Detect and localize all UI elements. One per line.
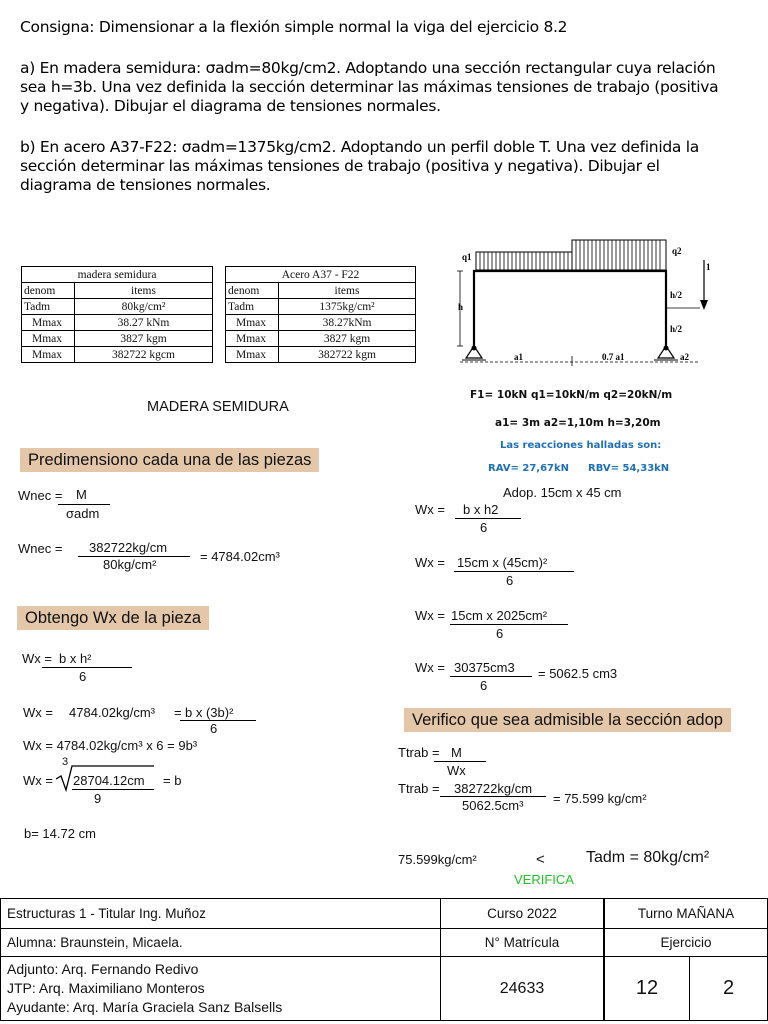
wx3-equation: Wx = 4784.02kg/cm³ x 6 = 9b³ <box>23 738 198 753</box>
exercise-subnumber: 2 <box>690 957 768 1021</box>
table-cell: 1375kg/cm² <box>279 299 416 315</box>
part-a-line2: sea h=3b. Una vez definida la sección determinar las máximas tensiones de trabajo (positiva <box>20 78 719 96</box>
table-cell: 80kg/cm² <box>75 299 213 315</box>
wx1-denominator: 6 <box>79 669 87 684</box>
table-cell: Tadm <box>22 299 75 315</box>
part-a-line1: a) En madera semidura: σadm=80kg/cm2. Adoptando una sección rectangular cuya relación <box>20 59 716 77</box>
staff-jtp: JTP: Arq. Maximiliano Monteros <box>7 980 205 996</box>
r3-numerator: 15cm x 2025cm² <box>451 608 548 623</box>
footer-table <box>0 898 768 1021</box>
staff-ayudante: Ayudante: Arq. María Graciela Sanz Balsells <box>7 999 283 1015</box>
table-cell: 3827 kgm <box>75 331 213 347</box>
fraction-bar <box>434 761 486 762</box>
fraction-bar <box>450 676 532 677</box>
b-result: b= 14.72 cm <box>24 826 96 841</box>
wx4-label: Wx = <box>23 773 53 788</box>
r4-numerator: 30375cm3 <box>454 660 515 675</box>
table-caption: madera semidura <box>22 267 213 283</box>
matricula-label: N° Matrícula <box>441 929 605 957</box>
part-b-line3: diagrama de tensiones normales. <box>20 176 271 194</box>
wnec2-denominator: 80kg/cm² <box>103 557 157 572</box>
r1-label: Wx = <box>415 502 445 517</box>
table-cell: 38.27 kNm <box>75 315 213 331</box>
wx2-equals: = <box>174 705 182 720</box>
table-caption: Acero A37 - F22 <box>226 267 416 283</box>
section-predimension: Predimensiono cada una de las piezas <box>20 448 319 472</box>
label-h: h <box>458 302 464 312</box>
dimension-values: a1= 3m a2=1,10m h=3,20m <box>495 417 661 429</box>
course-shift: Turno MAÑANA <box>604 899 768 929</box>
wx2-label: Wx = <box>23 705 53 720</box>
table-row <box>226 347 416 363</box>
table-row <box>226 299 416 315</box>
verifica-badge: VERIFICA <box>514 872 574 887</box>
fraction-bar <box>440 796 546 797</box>
label-q1: q1 <box>462 252 472 262</box>
t2-numerator: 382722kg/cm <box>454 781 533 796</box>
load-values: F1= 10kN q1=10kN/m q2=20kN/m <box>470 389 673 401</box>
fraction-bar <box>58 504 110 505</box>
label-h2-top: h/2 <box>670 290 683 300</box>
part-b-line2: sección determinar las máximas tensiones de trabajo (positiva y negativa). Dibujar el <box>20 157 660 175</box>
label-force: 1 <box>706 262 711 272</box>
wnec2-result: = 4784.02cm³ <box>200 549 280 564</box>
wx4-denominator: 9 <box>94 791 102 806</box>
table-cell: 382722 kgm <box>279 347 416 363</box>
table-row <box>22 299 213 315</box>
r1-denominator: 6 <box>480 520 488 535</box>
wnec2-label: Wnec = <box>18 541 63 556</box>
table-header-row <box>226 283 416 299</box>
wx1-numerator: b x h² <box>59 651 92 666</box>
staff-list <box>1 957 441 1021</box>
label-q2: q2 <box>672 246 682 256</box>
label-h2-bottom: h/2 <box>670 324 683 334</box>
wx4-result: = b <box>163 773 182 788</box>
wnec2-numerator: 382722kg/cm <box>89 540 168 555</box>
exercise-number: 12 <box>604 957 690 1021</box>
t2-result: = 75.599 kg/cm² <box>553 791 647 806</box>
label-a1: a1 <box>514 352 523 362</box>
matricula-number: 24633 <box>441 957 605 1021</box>
r1-numerator: b x h2 <box>463 502 499 517</box>
table-cell: Mmax <box>226 347 279 363</box>
wnec-label: Wnec = <box>18 488 63 503</box>
table-cell: Mmax <box>226 315 279 331</box>
r2-label: Wx = <box>415 555 445 570</box>
table-row <box>22 331 213 347</box>
table-cell: Mmax <box>22 315 75 331</box>
column-header: items <box>75 283 213 299</box>
student-name: Alumna: Braunstein, Micaela. <box>1 929 441 957</box>
fraction-bar <box>180 720 256 721</box>
table-madera <box>21 266 213 363</box>
reaction-rbv: RBV= 54,33kN <box>588 463 670 474</box>
fraction-bar <box>72 789 154 790</box>
wnec-numerator: M <box>76 487 87 502</box>
wx1-label: Wx = <box>22 651 52 666</box>
table-cell: 3827 kgm <box>279 331 416 347</box>
part-b-line1: b) En acero A37-F22: σadm=1375kg/cm2. Adoptando un perfil doble T. Una vez definida la <box>20 138 699 156</box>
t2-label: Ttrab = <box>398 781 440 796</box>
assignment-title: Consigna: Dimensionar a la flexión simple normal la viga del ejercicio 8.2 <box>20 18 568 36</box>
fraction-bar <box>455 518 521 519</box>
label-a2: a2 <box>680 352 689 362</box>
reactions-title: Las reacciones halladas son: <box>500 440 662 451</box>
part-a-line3: y negativa). Dibujar el diagrama de tensiones normales. <box>20 97 441 115</box>
r3-denominator: 6 <box>496 626 504 641</box>
t1-denominator: Wx <box>447 763 466 778</box>
r4-result: = 5062.5 cm3 <box>538 666 618 681</box>
table-cell: Mmax <box>22 331 75 347</box>
table-acero <box>225 266 416 363</box>
table-cell: Mmax <box>22 347 75 363</box>
reaction-rav: RAV= 27,67kN <box>488 463 570 474</box>
table-cell: Tadm <box>226 299 279 315</box>
section-verify: Verifico que sea admisible la sección adop <box>404 708 731 732</box>
wx2-numerator: b x (3b)² <box>185 705 234 720</box>
course-year: Curso 2022 <box>441 899 605 929</box>
r2-denominator: 6 <box>506 573 514 588</box>
r2-numerator: 15cm x (45cm)² <box>457 555 548 570</box>
wx2-value: 4784.02kg/cm³ <box>69 705 155 720</box>
column-header: items <box>279 283 416 299</box>
root-index: 3 <box>62 756 69 768</box>
section-wx: Obtengo Wx de la pieza <box>17 606 209 630</box>
t2-denominator: 5062.5cm³ <box>462 798 524 813</box>
table-row <box>226 315 416 331</box>
compare-left: 75.599kg/cm² <box>398 852 477 867</box>
table-cell: 38.27kNm <box>279 315 416 331</box>
label-07a1: 0.7 a1 <box>602 352 625 362</box>
wnec-denominator: σadm <box>66 506 100 521</box>
wx4-numerator: 28704.12cm <box>73 773 145 788</box>
table-row <box>226 331 416 347</box>
fraction-bar <box>454 571 574 572</box>
t1-numerator: M <box>451 745 462 760</box>
material-title: MADERA SEMIDURA <box>147 399 289 415</box>
staff-adjunto: Adjunto: Arq. Fernando Redivo <box>7 961 199 977</box>
column-header: denom <box>226 283 279 299</box>
table-header-row <box>22 283 213 299</box>
compare-operator: < <box>536 851 545 868</box>
r3-label: Wx = <box>415 608 445 623</box>
support-a <box>462 346 486 361</box>
adopted-section: Adop. 15cm x 45 cm <box>503 485 622 500</box>
column-header: denom <box>22 283 75 299</box>
fraction-bar <box>42 667 132 668</box>
fraction-bar <box>450 624 568 625</box>
t1-label: Ttrab = <box>398 745 440 760</box>
r4-denominator: 6 <box>480 678 488 693</box>
table-row <box>22 315 213 331</box>
frame-diagram <box>440 238 720 368</box>
support-b <box>654 346 678 361</box>
wx2-denominator: 6 <box>210 721 218 736</box>
frame-members <box>474 271 666 348</box>
r4-label: Wx = <box>415 660 445 675</box>
table-cell: 382722 kgcm <box>75 347 213 363</box>
table-row <box>22 347 213 363</box>
exercise-label: Ejercicio <box>604 929 768 957</box>
assignment-statement <box>20 18 718 195</box>
table-cell: Mmax <box>226 331 279 347</box>
course-name: Estructuras 1 - Titular Ing. Muñoz <box>1 899 441 929</box>
compare-right: Tadm = 80kg/cm² <box>586 849 710 866</box>
